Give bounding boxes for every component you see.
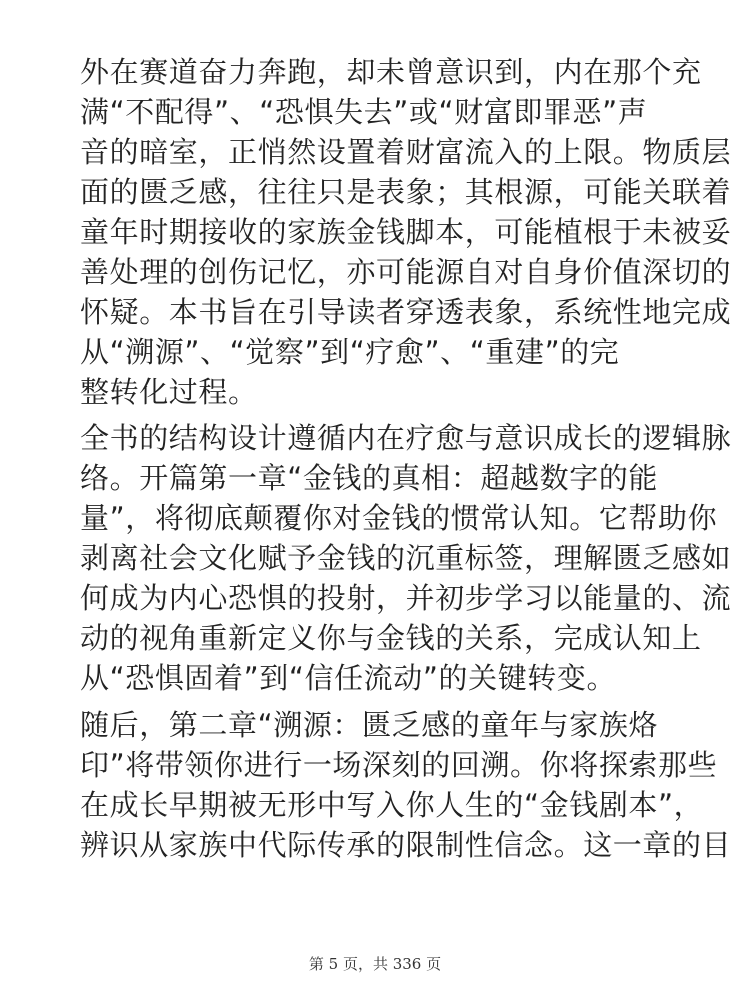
body-text-line: 何成为内心恐惧的投射，并初步学习以能量的、流: [80, 581, 732, 615]
body-text-line: 整转化过程。: [80, 375, 258, 409]
body-text-line: 随后，第二章“溯源：匮乏感的童年与家族烙: [80, 708, 659, 742]
body-text-line: 从“恐惧固着”到“信任流动”的关键转变。: [80, 661, 617, 695]
body-text-line: 音的暗室，正悄然设置着财富流入的上限。物质层: [80, 135, 732, 169]
body-text-line: 怀疑。本书旨在引导读者穿透表象，系统性地完成: [80, 295, 732, 329]
body-text-line: 动的视角重新定义你与金钱的关系，完成认知上: [80, 621, 702, 655]
body-text-line: 面的匮乏感，往往只是表象；其根源，可能关联着: [80, 175, 732, 209]
body-text-line: 全书的结构设计遵循内在疗愈与意识成长的逻辑脉: [80, 421, 732, 455]
body-text-line: 满“不配得”、“恐惧失去”或“财富即罪恶”声: [80, 95, 648, 129]
body-text-line: 在成长早期被无形中写入你人生的“金钱剧本”，: [80, 788, 704, 822]
body-text-line: 剥离社会文化赋予金钱的沉重标签，理解匮乏感如: [80, 541, 732, 575]
body-text-line: 善处理的创伤记忆，亦可能源自对自身价值深切的: [80, 255, 732, 289]
page-number-indicator: 第 5 页，共 336 页: [308, 955, 442, 973]
body-text-line: 印”将带领你进行一场深刻的回溯。你将探索那些: [80, 748, 718, 782]
body-text-line: 量”，将彻底颠覆你对金钱的惯常认知。它帮助你: [80, 501, 718, 535]
body-text-line: 络。开篇第一章“金钱的真相：超越数字的能: [80, 461, 659, 495]
body-text-line: 童年时期接收的家族金钱脚本，可能植根于未被妥: [80, 215, 732, 249]
body-text-line: 从“溯源”、“觉察”到“疗愈”、“重建”的完: [80, 335, 620, 369]
body-text-line: 辨识从家族中代际传承的限制性信念。这一章的目: [80, 828, 732, 862]
body-text-line: 外在赛道奋力奔跑，却未曾意识到，内在那个充: [80, 55, 702, 89]
